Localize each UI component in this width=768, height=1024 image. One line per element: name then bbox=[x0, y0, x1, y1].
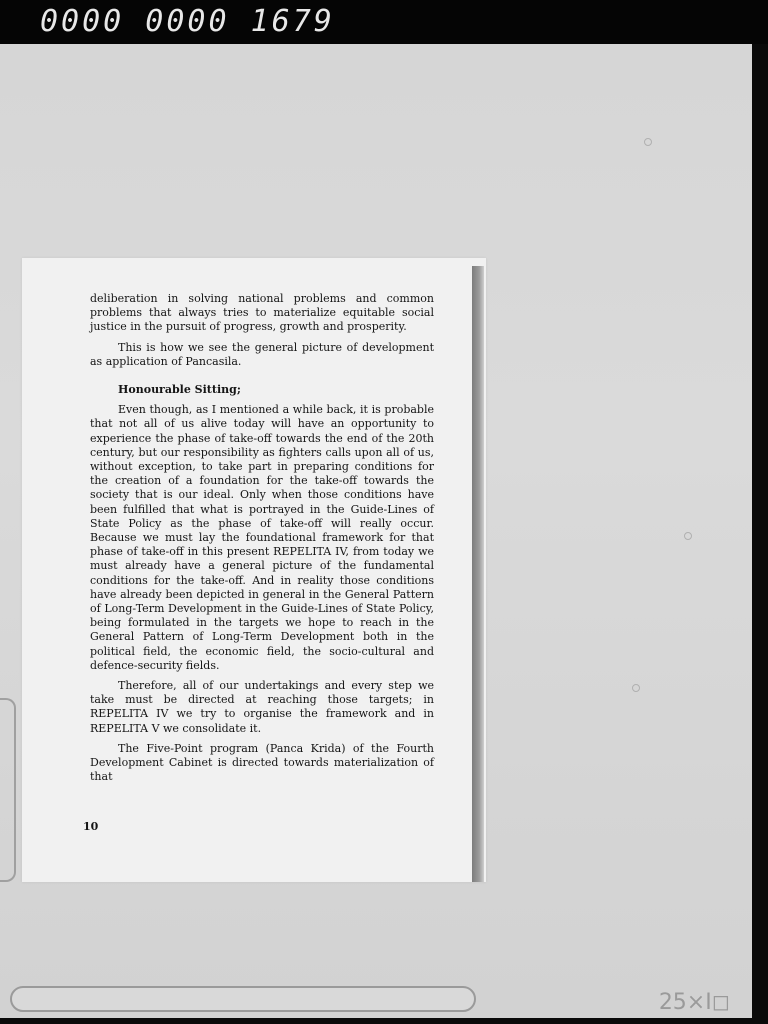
reduction-ratio bbox=[659, 990, 730, 1015]
page-text bbox=[90, 292, 434, 785]
frame-bracket bbox=[0, 698, 16, 882]
section-heading: Honourable Sitting; bbox=[118, 383, 241, 397]
film-speck bbox=[632, 684, 640, 692]
paragraph: Even though, as I mentioned a while back, it is probable that not all of us alive today will have an opportunity to experience the phase of take-off towards the end of the 20th century, but our responsibility as fighters calls upon all of us, without exception, to take part in preparing conditions for the creation of a foundation for the take-off towards the society that is our ideal. Only when those conditions have been fulfilled that what is portrayed in the Guide-Lines of State Policy as the phase of take-off will really occur. Because we must lay the foundational framework for that phase of take-off in this present REPELITA IV, from today we must already have a general picture of the fundamental conditions for the take-off. And in reality those conditions have already been depicted in general in the General Pattern of Long-Term Development in the Guide-Lines of State Policy, being formulated in the targets we hope to reach in the General Pattern of Long-Term Development both in the political field, the economic field, the socio-cultural and defence-security fields. bbox=[90, 403, 434, 672]
paragraph: Therefore, all of our undertakings and every step we take must be directed at reaching those targets; in REPELITA IV we try to organise the framework and in REPELITA V we consolidate it. bbox=[90, 679, 434, 735]
page-edge-shadow bbox=[472, 266, 484, 882]
reduction-mark-icon: I◻ bbox=[705, 990, 730, 1015]
film-header bbox=[0, 0, 768, 44]
paragraph: The Five-Point program (Panca Krida) of the Fourth Development Cabinet is directed towards materialization of that bbox=[90, 741, 434, 784]
reduction-ratio-text: 25× bbox=[658, 990, 706, 1015]
paragraph: deliberation in solving national problems and common problems that always tries to materialize equitable social justice in the pursuit of progress, growth and prosperity. bbox=[90, 292, 434, 334]
film-speck bbox=[684, 532, 692, 540]
film-bottom-bar bbox=[10, 986, 476, 1012]
film-speck bbox=[644, 138, 652, 146]
page-number: 10 bbox=[83, 820, 99, 833]
paragraph: This is how we see the general picture of development as application of Pancasila. bbox=[90, 340, 434, 368]
frame-code: 0000 0000 1679 bbox=[40, 4, 335, 39]
